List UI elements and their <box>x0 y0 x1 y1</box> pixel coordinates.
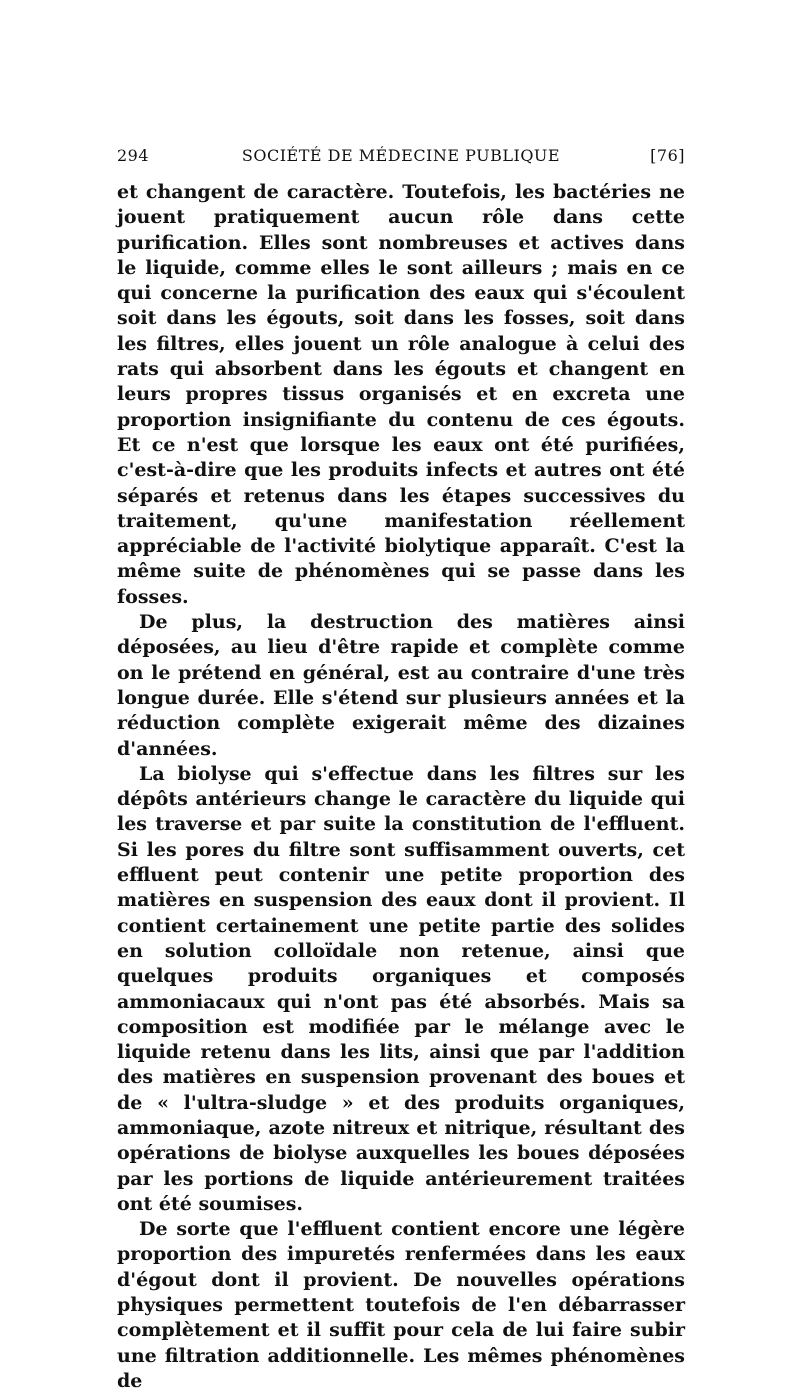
paragraph-continued: et changent de caractère. Toutefois, les bactéries ne jouent pratiquement aucun rôle dans cette purification. Elles sont nombreuses et actives dans le liquide, comme elles le sont ailleurs ; mais en ce qui concerne la purification des eaux qui s'écoulent soit dans les égouts, soit dans les fosses, soit dans les filtres, elles jouent un rôle analogue à celui des rats qui absorbent dans les égouts et changent en leurs propres tissus organisés et en excreta une proportion insignifiante du contenu de ces égouts. Et ce n'est que lorsque les eaux ont été purifiées, c'est-à-dire que les produits infects et autres ont été séparés et retenus dans les étapes successives du traitement, qu'une manifestation réellement appréciable de l'activité biolytique apparaît. C'est la même suite de phénomènes qui se passe dans les fosses. <box>117 181 685 608</box>
page-number: 294 <box>117 146 150 165</box>
paragraph: De plus, la destruction des matières ainsi déposées, au lieu d'être rapide et complète comme on le prétend en général, est au contraire d'une très longue durée. Elle s'étend sur plusieurs années et la réduction complète exigerait même des dizaines d'années. <box>117 611 685 760</box>
running-header <box>117 146 685 170</box>
book-page <box>117 146 685 1394</box>
paragraph: La biolyse qui s'effectue dans les filtres sur les dépôts antérieurs change le caractère du liquide qui les traverse et par suite la constitution de l'effluent. Si les pores du filtre sont suffisamment ouverts, cet effluent peut contenir une petite proportion des matières en suspension des eaux dont il provient. Il contient certainement une petite partie des solides en solution colloïdale non retenue, ainsi que quelques produits organiques et composés ammoniacaux qui n'ont pas été absorbés. Mais sa composition est modifiée par le mélange avec le liquide retenu dans les lits, ainsi que par l'addition des matières en suspension provenant des boues et de « l'ultra-sludge » et des produits organiques, ammoniaque, azote nitreux et nitrique, résultant des opérations de biolyse auxquelles les boues déposées par les portions de liquide antérieurement traitées ont été soumises. <box>117 762 685 1215</box>
body-text <box>117 180 685 1394</box>
paragraph: De sorte que l'effluent contient encore une légère proportion des impuretés renfermées dans les eaux d'égout dont il provient. De nouvelles opérations physiques permettent toutefois de l'en débarrasser complètement et il suffit pour cela de lui faire subir une filtration additionnelle. Les mêmes phénomènes de <box>117 1218 685 1392</box>
journal-title: SOCIÉTÉ DE MÉDECINE PUBLIQUE <box>241 146 561 165</box>
section-number: [76] <box>650 146 685 165</box>
